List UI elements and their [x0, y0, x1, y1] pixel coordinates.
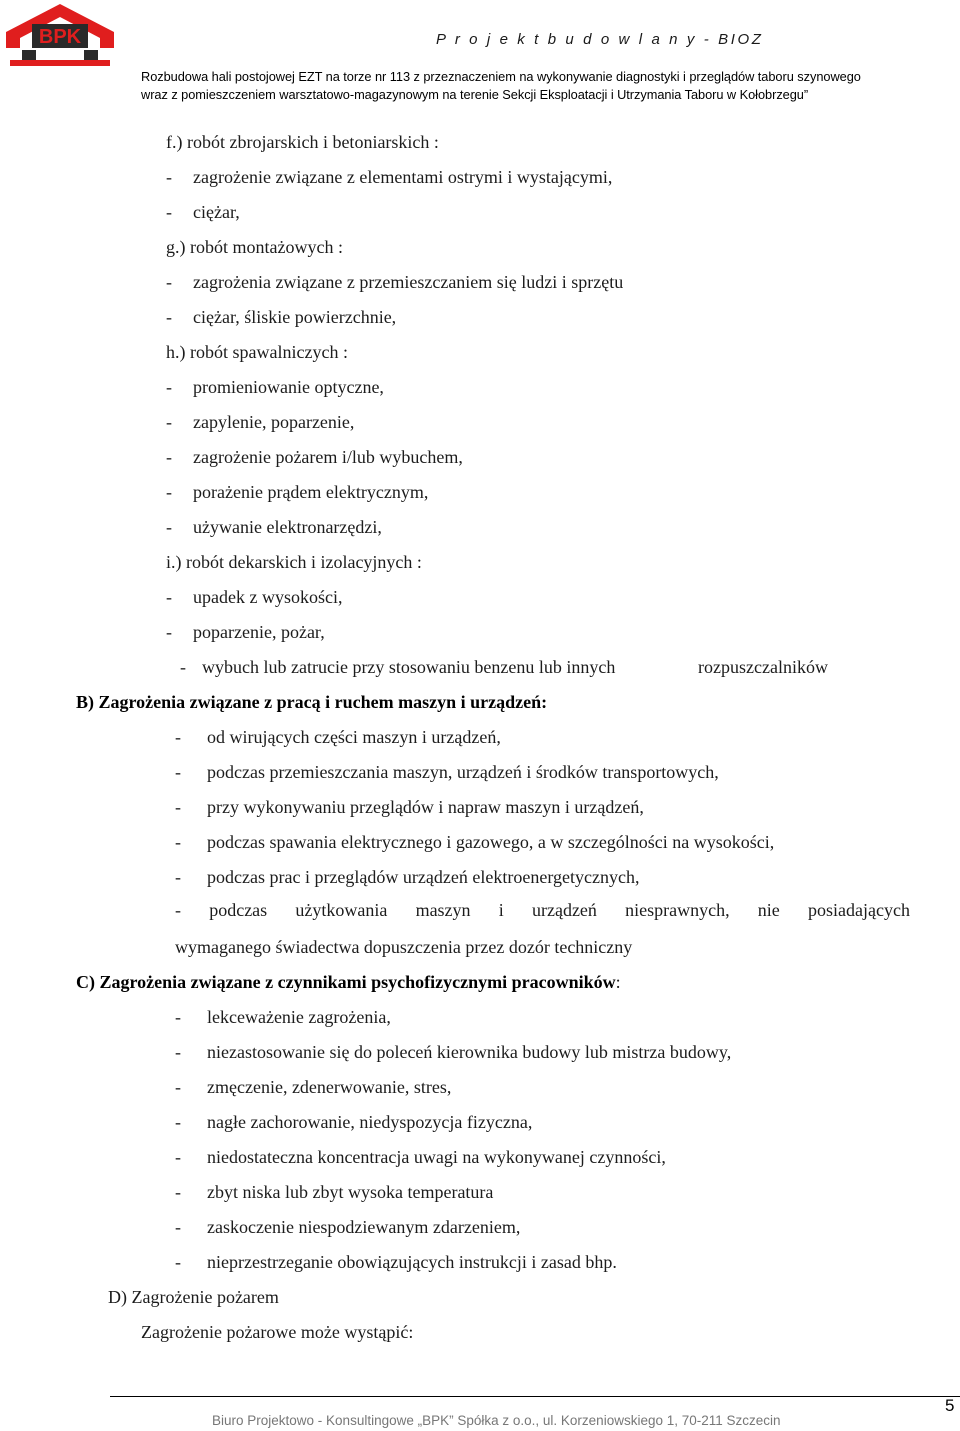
section-h-heading: h.) robót spawalniczych : [166, 342, 348, 362]
paragraph: Zagrożenie pożarowe może wystąpić: [141, 1322, 414, 1342]
list-item: - poparzenie, pożar, [166, 622, 325, 642]
list-item: - używanie elektronarzędzi, [166, 517, 382, 537]
project-description-line-2: wraz z pomieszczeniem warsztatowo-magazynowym na terenie Sekcji Eksploatacji i Utrzymania Taboru w Kołobrzegu” [141, 87, 809, 102]
list-item: - podczas przemieszczania maszyn, urządzeń i środków transportowych, [175, 762, 719, 782]
list-item-continuation: wymaganego świadectwa dopuszczenia przez dozór techniczny [175, 937, 633, 957]
list-item: - nagłe zachorowanie, niedyspozycja fizyczna, [175, 1112, 533, 1132]
list-item: - niedostateczna koncentracja uwagi na wykonywanej czynności, [175, 1147, 666, 1167]
list-item: - zaskoczenie niespodziewanym zdarzeniem, [175, 1217, 521, 1237]
list-item: - ciężar, śliskie powierzchnie, [166, 307, 397, 327]
list-item-continuation: rozpuszczalników [698, 657, 828, 677]
logo-text: BPK [38, 26, 82, 48]
list-item: - podczas spawania elektrycznego i gazowego, a w szczególności na wysokości, [175, 832, 775, 852]
section-f-heading: f.) robót zbrojarskich i betoniarskich : [166, 132, 439, 152]
list-item: - wybuch lub zatrucie przy stosowaniu benzenu lub innych [180, 657, 616, 677]
list-item: - ciężar, [166, 202, 240, 222]
list-item: - zagrożenia związane z przemieszczaniem się ludzi i sprzętu [166, 272, 624, 292]
list-item: - niezastosowanie się do poleceń kierownika budowy lub mistrza budowy, [175, 1042, 732, 1062]
section-i-heading: i.) robót dekarskich i izolacyjnych : [166, 552, 422, 572]
list-item: - lekceważenie zagrożenia, [175, 1007, 391, 1027]
footer-text: Biuro Projektowo - Konsultingowe „BPK” Spółka z o.o., ul. Korzeniowskiego 1, 70-211 Szczecin [212, 1413, 781, 1428]
section-C-heading: C) Zagrożenia związane z czynnikami psychofizycznymi pracowników: [76, 972, 621, 992]
list-item: - przy wykonywaniu przeglądów i napraw maszyn i urządzeń, [175, 797, 644, 817]
list-item: - zagrożenie związane z elementami ostrymi i wystającymi, [166, 167, 613, 187]
project-description-line-1: Rozbudowa hali postojowej EZT na torze nr 113 z przeznaczeniem na wykonywanie diagnostyki i przeglądów taboru szynowego [141, 69, 861, 84]
list-item: - podczas prac i przeglądów urządzeń elektroenergetycznych, [175, 867, 640, 887]
footer-divider [110, 1396, 960, 1397]
list-item: - od wirujących części maszyn i urządzeń, [175, 727, 501, 747]
list-item: - zapylenie, poparzenie, [166, 412, 355, 432]
list-item: - nieprzestrzeganie obowiązujących instrukcji i zasad bhp. [175, 1252, 617, 1272]
section-D-heading: D) Zagrożenie pożarem [108, 1287, 279, 1307]
section-g-heading: g.) robót montażowych : [166, 237, 343, 257]
list-item: - promieniowanie optyczne, [166, 377, 384, 397]
list-item: - zbyt niska lub zbyt wysoka temperatura [175, 1182, 494, 1202]
list-item-justified: - podczas użytkowania maszyn i urządzeń niesprawnych, nie posiadających [175, 900, 910, 920]
section-B-heading: B) Zagrożenia związane z pracą i ruchem maszyn i urządzeń: [76, 692, 548, 712]
list-item: - zagrożenie pożarem i/lub wybuchem, [166, 447, 463, 467]
company-logo [2, 2, 118, 68]
page-number: 5 [945, 1396, 955, 1415]
document-title: P r o j e k t b u d o w l a n y - BIOZ [436, 31, 764, 48]
list-item: - zmęczenie, zdenerwowanie, stres, [175, 1077, 452, 1097]
list-item: - porażenie prądem elektrycznym, [166, 482, 429, 502]
list-item: - upadek z wysokości, [166, 587, 343, 607]
